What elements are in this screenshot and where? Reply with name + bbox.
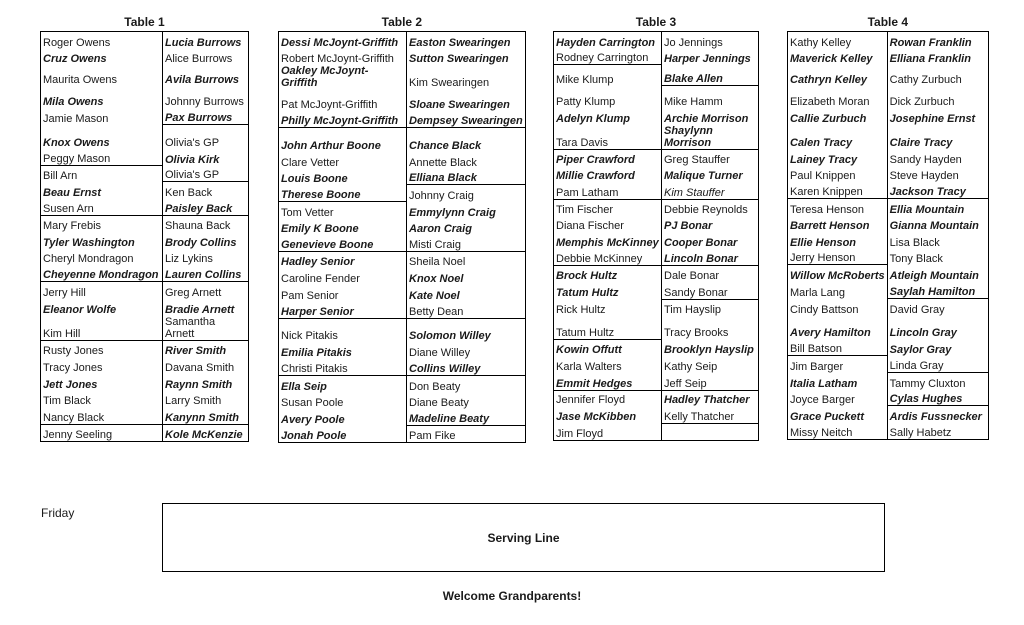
table-row <box>554 182 759 199</box>
student-name: River Smith <box>163 340 249 357</box>
table-row <box>554 390 759 406</box>
table-row <box>41 316 249 341</box>
guest-name: Tammy Cluxton <box>887 373 988 390</box>
student-name: Cruz Owens <box>43 52 107 65</box>
table-row <box>41 125 249 149</box>
student-name: Blake Allen <box>662 65 759 86</box>
guest-name: Pat McJoynt-Griffith <box>281 98 378 111</box>
table-row <box>788 423 989 440</box>
student-name: Ellie Henson <box>790 236 857 249</box>
table-row <box>788 149 989 166</box>
table-row <box>788 86 989 108</box>
student-name: Sloane Swearingen <box>407 89 526 111</box>
table-row <box>554 32 759 49</box>
guest-name: David Gray <box>887 299 988 316</box>
guest-name: Mike Klump <box>556 73 614 86</box>
guest-name: Roger Owens <box>43 36 111 49</box>
guest-name: Tara Davis <box>554 125 662 150</box>
guest-name: Shauna Back <box>163 216 249 232</box>
table-row <box>554 149 759 166</box>
student-name: Archie Morrison <box>662 108 759 125</box>
guest-name: Misti Craig <box>407 235 526 252</box>
table-row <box>41 357 249 374</box>
table-row <box>788 406 989 423</box>
guest-name: Steve Hayden <box>887 166 988 182</box>
table-row <box>279 169 526 185</box>
seating-table-1 <box>40 14 249 442</box>
student-name: Piper Crawford <box>556 154 635 166</box>
student-name: Barrett Henson <box>790 219 870 232</box>
guest-name: Mike Hamm <box>662 86 759 108</box>
table-row <box>788 316 989 339</box>
guest-name: Kathy Seip <box>662 356 759 373</box>
student-name: Pax Burrows <box>163 108 249 125</box>
guest-name: Cathy Zurbuch <box>887 65 988 86</box>
table-row <box>788 166 989 182</box>
guest-name: Christi Pitakis <box>279 359 407 376</box>
student-name: Millie Crawford <box>556 170 635 182</box>
student-name: Jett Jones <box>43 379 98 391</box>
student-name: Josephine Ernst <box>887 108 988 125</box>
table-row <box>41 299 249 316</box>
table-title: Table 3 <box>635 15 677 29</box>
guest-name: Jerry Henson <box>788 249 888 265</box>
guest-name: Pam Senior <box>281 289 339 302</box>
table-row <box>788 182 989 199</box>
guest-name: Kathy Kelley <box>790 36 852 49</box>
table-row <box>41 282 249 299</box>
seating-table-4 <box>787 14 989 440</box>
table-row <box>554 249 759 265</box>
table-row <box>788 199 989 216</box>
student-name: Solomon Willey <box>407 319 526 342</box>
seating-table-2 <box>278 14 526 443</box>
table-row <box>279 359 526 376</box>
table-row <box>554 199 759 216</box>
table-row <box>279 219 526 235</box>
student-name: Cooper Bonar <box>662 232 759 249</box>
table-row <box>41 424 249 441</box>
guest-name: Sheila Noel <box>407 252 526 268</box>
student-name: Chance Black <box>407 128 526 152</box>
student-name: Therese Boone <box>279 185 407 202</box>
guest-name: Jamie Mason <box>43 112 109 125</box>
guest-name: Tim Fischer <box>556 204 614 216</box>
serving-line-label: Serving Line <box>487 530 560 545</box>
guest-name: Liz Lykins <box>163 249 249 265</box>
guest-name: Jim Floyd <box>556 427 604 440</box>
table-row <box>41 182 249 199</box>
student-name: Kowin Offutt <box>556 344 622 356</box>
guest-name: Karla Walters <box>556 361 622 373</box>
student-name: Hadley Senior <box>281 255 355 268</box>
guest-name: Greg Arnett <box>163 282 249 299</box>
guest-name: Tim Hayslip <box>662 299 759 316</box>
student-name: Malique Turner <box>662 166 759 182</box>
student-name: Kate Noel <box>407 285 526 302</box>
guest-name: Tracy Brooks <box>662 316 759 339</box>
table-title: Table 4 <box>867 15 909 29</box>
student-name: Elliana Black <box>407 169 526 185</box>
guest-name: Patty Klump <box>556 95 616 108</box>
table-title: Table 1 <box>124 15 165 29</box>
student-name: Bradie Arnett <box>163 299 249 316</box>
table-row <box>279 285 526 302</box>
table-row <box>279 302 526 319</box>
student-name: Atleigh Mountain <box>887 265 988 282</box>
table-row <box>279 376 526 393</box>
student-name: Memphis McKinney <box>556 237 659 249</box>
student-name: Maverick Kelley <box>790 52 873 65</box>
guest-name: Tim Black <box>43 395 91 407</box>
table-row <box>554 166 759 182</box>
student-name: Hadley Thatcher <box>662 390 759 406</box>
table-row <box>554 316 759 339</box>
guest-name: Annette Black <box>407 152 526 169</box>
table-row <box>788 265 989 282</box>
seating-grid <box>278 31 526 443</box>
student-name: Ellia Mountain <box>887 199 988 216</box>
guest-name: Tatum Hultz <box>554 316 662 339</box>
student-name: Harper Jennings <box>662 49 759 65</box>
guest-name: Lisa Black <box>887 232 988 249</box>
guest-name: Susan Poole <box>281 396 344 409</box>
guest-name: Sandy Hayden <box>887 149 988 166</box>
guest-name: Caroline Fender <box>281 272 360 285</box>
student-name: Gianna Mountain <box>887 216 988 232</box>
guest-name: Greg Stauffer <box>662 149 759 166</box>
table-row <box>41 216 249 232</box>
guest-name: Ken Back <box>163 182 249 199</box>
guest-name: Jeff Seip <box>662 373 759 390</box>
student-name: Raynn Smith <box>163 374 249 391</box>
student-name: Beau Ernst <box>43 186 102 199</box>
table-row <box>41 166 249 182</box>
student-name: Hayden Carrington <box>556 36 656 49</box>
student-name: Claire Tracy <box>887 125 988 149</box>
guest-name: Bill Arn <box>43 169 78 182</box>
guest-name: Davana Smith <box>163 357 249 374</box>
table-row <box>554 423 759 440</box>
student-name: Brody Collins <box>163 232 249 249</box>
table-row <box>41 374 249 391</box>
student-name: Lincoln Gray <box>887 316 988 339</box>
seating-table-3 <box>553 14 759 441</box>
guest-name: Cheryl Mondragon <box>43 252 134 265</box>
student-name: Brock Hultz <box>556 270 618 282</box>
guest-name: Olivia's GP <box>163 166 249 182</box>
student-name: Emilia Pitakis <box>281 346 352 359</box>
student-name: Kanynn Smith <box>163 407 249 424</box>
table-row <box>554 86 759 108</box>
student-name: Ella Seip <box>281 380 327 393</box>
table-row <box>279 89 526 111</box>
table-row <box>788 49 989 65</box>
student-name: John Arthur Boone <box>281 139 381 152</box>
student-name: Lauren Collins <box>163 265 249 282</box>
student-name: Dempsey Swearingen <box>407 111 526 128</box>
student-name: PJ Bonar <box>662 216 759 232</box>
guest-name: Sally Habetz <box>887 423 988 440</box>
table-row <box>41 232 249 249</box>
guest-name: Jerry Hill <box>43 286 86 299</box>
student-name: Madeline Beaty <box>407 409 526 426</box>
guest-name: Pam Latham <box>554 182 662 199</box>
table-row <box>41 32 249 49</box>
table-row <box>788 108 989 125</box>
table-row <box>41 149 249 166</box>
table-row <box>788 216 989 232</box>
guest-name: Kelly Thatcher <box>662 406 759 423</box>
guest-name: Samantha Arnett <box>163 316 249 341</box>
student-name: Eleanor Wolfe <box>43 303 117 316</box>
guest-name: Rodney Carrington <box>554 49 662 65</box>
student-name: Lucia Burrows <box>163 32 249 49</box>
student-name: Emmylynn Craig <box>407 202 526 219</box>
guest-name: Alice Burrows <box>163 49 249 65</box>
table-row <box>279 128 526 152</box>
table-row <box>554 49 759 65</box>
table-row <box>41 65 249 86</box>
table-row <box>788 373 989 390</box>
guest-name: Peggy Mason <box>41 149 163 166</box>
student-name: Paisley Back <box>163 199 249 216</box>
table-row <box>788 32 989 49</box>
table-row <box>788 390 989 406</box>
student-name: Knox Noel <box>407 268 526 285</box>
student-name: Sutton Swearingen <box>407 49 526 65</box>
guest-name: Nancy Black <box>41 407 163 424</box>
guest-name: Linda Gray <box>887 356 988 373</box>
guest-name: Diane Beaty <box>407 393 526 409</box>
guest-name: Maurita Owens <box>43 73 117 86</box>
student-name: Ardis Fussnecker <box>887 406 988 423</box>
guest-name: Rusty Jones <box>43 345 104 357</box>
student-name: Avila Burrows <box>163 65 249 86</box>
table-row <box>279 342 526 359</box>
guest-name: Olivia's GP <box>163 125 249 149</box>
guest-name: Johnny Craig <box>407 185 526 202</box>
guest-name: Jenny Seeling <box>43 428 113 441</box>
table-row <box>41 407 249 424</box>
table-row <box>279 32 526 49</box>
guest-name: Jim Barger <box>790 360 844 373</box>
guest-name: Pam Fike <box>407 426 526 443</box>
table-row <box>279 252 526 268</box>
student-name: Harper Senior <box>279 302 407 319</box>
guest-name: Mary Frebis <box>43 219 102 232</box>
table-row <box>554 108 759 125</box>
student-name: Knox Owens <box>43 136 110 149</box>
student-name: Rowan Franklin <box>887 32 988 49</box>
guest-name: Tom Vetter <box>281 206 334 219</box>
table-row <box>279 185 526 202</box>
student-name: Kole McKenzie <box>163 424 249 441</box>
student-name: Louis Boone <box>281 172 348 185</box>
serving-line-box <box>162 503 885 572</box>
student-name: Avery Poole <box>281 413 345 426</box>
guest-name: Kim Swearingen <box>407 65 526 89</box>
table-row <box>554 373 759 390</box>
student-name: Jonah Poole <box>281 430 347 442</box>
table-row <box>279 49 526 65</box>
guest-name: Karen Knippen <box>788 182 888 199</box>
student-name: Willow McRoberts <box>790 269 885 282</box>
guest-name: Teresa Henson <box>790 203 864 216</box>
student-name: Philly McJoynt-Griffith <box>279 111 407 128</box>
student-name: Saylor Gray <box>887 339 988 356</box>
student-name: Tatum Hultz <box>556 287 619 299</box>
student-name: Cathryn Kelley <box>790 73 868 86</box>
table-row <box>41 108 249 125</box>
guest-name: Don Beaty <box>407 376 526 393</box>
table-row <box>788 339 989 356</box>
table-row <box>788 282 989 299</box>
student-name: Avery Hamilton <box>790 326 871 339</box>
guest-name: Bill Batson <box>788 339 888 356</box>
student-name: Shaylynn Morrison <box>662 125 759 150</box>
table-row <box>41 49 249 65</box>
guest-name: Betty Dean <box>407 302 526 319</box>
table-row <box>279 152 526 169</box>
table-row <box>279 426 526 443</box>
guest-name: Debbie Reynolds <box>662 199 759 216</box>
table-row <box>279 202 526 219</box>
guest-name <box>662 423 759 440</box>
guest-name: Debbie McKinney <box>554 249 662 265</box>
table-row <box>788 125 989 149</box>
guest-name: Susen Arn <box>41 199 163 216</box>
student-name: Aaron Craig <box>407 219 526 235</box>
student-name: Calen Tracy <box>790 136 853 149</box>
table-row <box>554 216 759 232</box>
seating-grid <box>553 31 759 441</box>
table-row <box>554 282 759 299</box>
guest-name: Jo Jennings <box>662 32 759 49</box>
table-row <box>554 232 759 249</box>
table-row <box>41 391 249 407</box>
student-name: Lincoln Bonar <box>662 249 759 265</box>
guest-name: Cindy Battson <box>790 303 859 316</box>
guest-name: Kim Stauffer <box>662 182 759 199</box>
student-name: Mila Owens <box>43 95 104 108</box>
guest-name: Nick Pitakis <box>281 329 338 342</box>
student-name: Dessi McJoynt-Griffith <box>281 36 399 49</box>
student-name: Lainey Tracy <box>790 153 858 166</box>
seating-grid <box>40 31 249 442</box>
guest-name: Kim Hill <box>41 316 163 341</box>
guest-name: Larry Smith <box>163 391 249 407</box>
guest-name: Missy Neitch <box>790 427 853 439</box>
guest-name: Clare Vetter <box>281 156 340 169</box>
student-name: Cheyenne Mondragon <box>41 265 163 282</box>
student-name: Italia Latham <box>790 377 858 390</box>
guest-name: Marla Lang <box>790 286 846 299</box>
table-row <box>41 265 249 282</box>
student-name: Emmit Hedges <box>554 373 662 390</box>
table-row <box>279 268 526 285</box>
student-name: Oakley McJoynt-Griffith <box>281 64 369 89</box>
table-row <box>788 356 989 373</box>
guest-name: Jennifer Floyd <box>556 394 626 406</box>
table-row <box>788 65 989 86</box>
welcome-message: Welcome Grandparents! <box>442 589 582 603</box>
table-row <box>554 339 759 356</box>
guest-name: Paul Knippen <box>790 169 856 182</box>
student-name: Genevieve Boone <box>279 235 407 252</box>
student-name: Cylas Hughes <box>887 390 988 406</box>
student-name: Saylah Hamilton <box>887 282 988 299</box>
table-row <box>279 319 526 342</box>
guest-name: Tony Black <box>887 249 988 265</box>
table-row <box>41 249 249 265</box>
student-name: Tyler Washington <box>43 236 135 249</box>
guest-name: Johnny Burrows <box>163 86 249 108</box>
table-title: Table 2 <box>381 15 423 29</box>
seating-grid <box>787 31 989 440</box>
student-name: Easton Swearingen <box>407 32 526 49</box>
table-row <box>41 86 249 108</box>
guest-name: Rick Hultz <box>556 304 606 316</box>
table-row <box>554 65 759 86</box>
student-name: Elliana Franklin <box>887 49 988 65</box>
table-row <box>554 406 759 423</box>
guest-name: Diana Fischer <box>556 220 624 232</box>
table-row <box>788 249 989 265</box>
day-label: Friday <box>41 506 75 520</box>
table-row <box>554 299 759 316</box>
table-row <box>41 199 249 216</box>
student-name: Jackson Tracy <box>887 182 988 199</box>
table-row <box>279 111 526 128</box>
table-row <box>554 265 759 282</box>
table-row <box>279 235 526 252</box>
student-name: Jase McKibben <box>556 411 637 423</box>
table-row <box>279 409 526 426</box>
table-row <box>554 125 759 150</box>
student-name: Emily K Boone <box>281 222 359 235</box>
guest-name: Elizabeth Moran <box>790 95 870 108</box>
table-row <box>554 356 759 373</box>
student-name: Brooklyn Hayslip <box>662 339 759 356</box>
student-name: Callie Zurbuch <box>790 112 867 125</box>
table-row <box>788 232 989 249</box>
student-name: Grace Puckett <box>790 410 864 423</box>
student-name: Olivia Kirk <box>163 149 249 166</box>
guest-name: Sandy Bonar <box>662 282 759 299</box>
guest-name: Joyce Barger <box>790 393 855 406</box>
table-row <box>41 340 249 357</box>
student-name: Collins Willey <box>407 359 526 376</box>
student-name: Adelyn Klump <box>556 112 630 125</box>
table-row <box>279 65 526 89</box>
table-row <box>279 393 526 409</box>
guest-name: Dick Zurbuch <box>887 86 988 108</box>
table-row <box>788 299 989 316</box>
guest-name: Dale Bonar <box>662 265 759 282</box>
guest-name: Robert McJoynt-Griffith <box>281 52 394 65</box>
guest-name: Tracy Jones <box>43 362 103 374</box>
guest-name: Diane Willey <box>407 342 526 359</box>
